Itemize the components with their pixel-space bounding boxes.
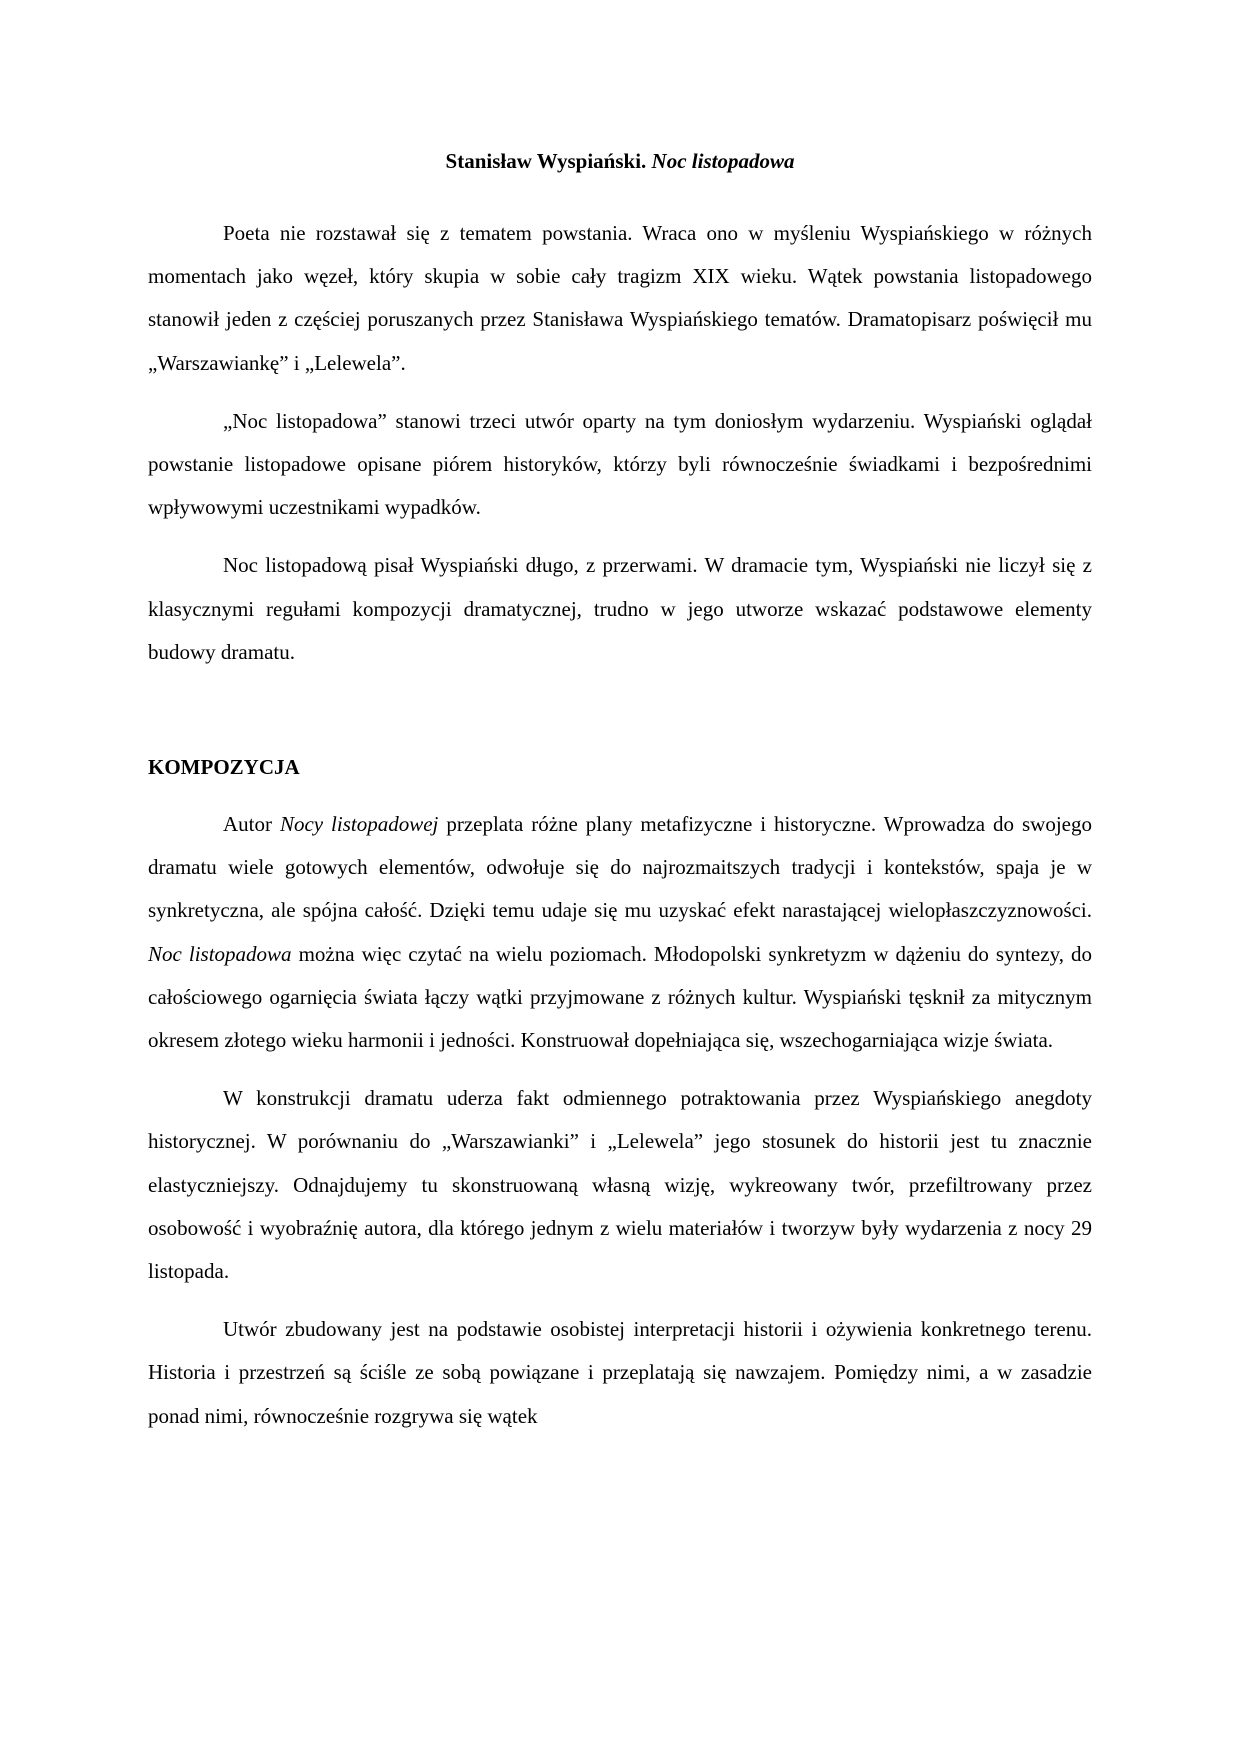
paragraph-intro-1: Poeta nie rozstawał się z tematem powstania. Wraca ono w myśleniu Wyspiańskiego w różnych momentach jako węzeł, który skupia w sobie cały tragizm XIX wieku. Wątek powstania listopadowego stanowił jeden z częściej poruszanych przez Stanisława Wyspiańskiego tematów. Dramatopisarz poświęcił mu „Warszawiankę” i „Lelewela”.: [148, 221, 1092, 375]
paragraph-kompozycja-1: [148, 803, 1092, 1062]
spacer: [148, 1062, 1092, 1077]
text-run: Autor: [223, 812, 280, 837]
spacer: [148, 1293, 1092, 1308]
text-run: przeplata różne plany metafizyczne i historyczne. Wprowadza do swojego dramatu wiele gotowych elementów, odwołuje się do najrozmaitszych tradycji i kontekstów, spaja je w synkretyczna, ale spójna całość. Dzięki temu udaje się mu uzyskać efekt narastającej wielopłaszczyznowości.: [148, 812, 1092, 923]
italic-run: Noc listopadowa: [148, 941, 292, 966]
text-run: można więc czytać na wielu poziomach. Młodopolski synkretyzm w dążeniu do syntezy, do całościowego ogarnięcia świata łączy wątki przyjmowane z różnych kultur. Wyspiański tęsknił za mitycznym okresem złotego wieku harmonii i jedności. Konstruował dopełniająca się, wszechogarniająca wizje świata.: [148, 941, 1092, 1053]
italic-run: Nocy listopadowej: [279, 812, 439, 837]
title-author: Stanisław Wyspiański.: [445, 149, 647, 173]
spacer: [148, 674, 1092, 746]
document-title: [148, 140, 1092, 183]
title-work: Noc listopadowa: [651, 149, 795, 173]
document-body: [148, 140, 1092, 1438]
paragraph-kompozycja-3: Utwór zbudowany jest na podstawie osobistej interpretacji historii i ożywienia konkretnego terenu. Historia i przestrzeń są ściśle ze sobą powiązane i przeplatają się nawzajem. Pomiędzy nimi, a w zasadzie ponad nimi, równocześnie rozgrywa się wątek: [148, 1317, 1092, 1428]
spacer: [148, 385, 1092, 400]
spacer: [148, 183, 1092, 212]
spacer: [148, 529, 1092, 544]
section-heading: KOMPOZYCJA: [148, 755, 300, 780]
paragraph-intro-2: „Noc listopadowa” stanowi trzeci utwór oparty na tym doniosłym wydarzeniu. Wyspiański oglądał powstanie listopadowe opisane piórem historyków, którzy byli równocześnie świadkami i bezpośrednimi wpływowymi uczestnikami wypadków.: [148, 408, 1092, 520]
paragraph-intro-3: Noc listopadową pisał Wyspiański długo, z przerwami. W dramacie tym, Wyspiański nie liczył się z klasycznymi regułami kompozycji dramatycznej, trudno w jego utworze wskazać podstawowe elementy budowy dramatu.: [148, 553, 1092, 664]
paragraph-kompozycja-2: W konstrukcji dramatu uderza fakt odmiennego potraktowania przez Wyspiańskiego anegdoty historycznej. W porównaniu do „Warszawianki” i „Lelewela” jego stosunek do historii jest tu znacznie elastyczniejszy. Odnajdujemy tu skonstruowaną własną wizję, wykreowany twór, przefiltrowany przez osobowość i wyobraźnię autora, dla którego jednym z wielu materiałów i tworzyw były wydarzenia z nocy 29 listopada.: [148, 1086, 1092, 1284]
spacer: [148, 789, 1092, 803]
